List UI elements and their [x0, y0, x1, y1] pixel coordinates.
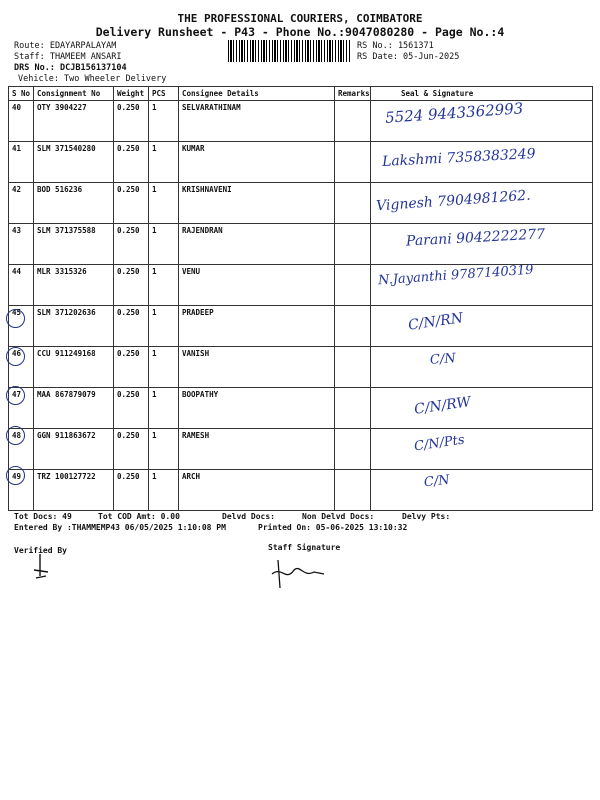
cell-weight: 0.250 — [114, 470, 149, 511]
staff-signature — [268, 556, 328, 592]
cell-pcs: 1 — [149, 429, 179, 470]
cell-consignment: SLM 371202636 — [34, 306, 114, 347]
cell-consignment: SLM 371540280 — [34, 142, 114, 183]
cell-pcs: 1 — [149, 347, 179, 388]
table-row — [9, 388, 593, 429]
verifier-signature — [30, 552, 54, 582]
cell-weight: 0.250 — [114, 388, 149, 429]
cell-sno: 41 — [9, 142, 34, 183]
column-header: Remarks — [335, 87, 371, 101]
cell-weight: 0.250 — [114, 429, 149, 470]
column-header: PCS — [149, 87, 179, 101]
handwritten-signature: C/N — [429, 351, 457, 368]
cell-sno: 47 — [9, 388, 34, 429]
cell-sno: 44 — [9, 265, 34, 306]
cell-remarks — [335, 101, 371, 142]
column-header: Consignee Details — [179, 87, 335, 101]
cell-weight: 0.250 — [114, 142, 149, 183]
cell-weight: 0.250 — [114, 183, 149, 224]
staff-signature-label: Staff Signature — [268, 543, 341, 552]
cell-consignment: TRZ 100127722 — [34, 470, 114, 511]
cell-consignment: MAA 867879079 — [34, 388, 114, 429]
cell-pcs: 1 — [149, 388, 179, 429]
handwritten-signature: C/N/Pts — [413, 432, 466, 455]
handwritten-signature: Vignesh 7904981262. — [375, 187, 532, 215]
cell-sno: 48 — [9, 429, 34, 470]
staff: Staff: THAMEEM ANSARI — [14, 52, 122, 62]
non-delivered-docs: Non Delvd Docs: — [302, 512, 375, 521]
cell-sno: 49 — [9, 470, 34, 511]
cell-signature — [371, 388, 593, 429]
verified-by-label: Verified By — [14, 546, 67, 555]
cell-consignment: MLR 3315326 — [34, 265, 114, 306]
cell-consignment: CCU 911249168 — [34, 347, 114, 388]
ink-circle-mark — [6, 347, 25, 366]
cell-remarks — [335, 429, 371, 470]
table-row — [9, 306, 593, 347]
handwritten-signature: C/N/RN — [407, 310, 465, 334]
cell-sno: 46 — [9, 347, 34, 388]
cell-pcs: 1 — [149, 224, 179, 265]
cell-consignee: ARCH — [179, 470, 335, 511]
table-row — [9, 347, 593, 388]
cell-remarks — [335, 224, 371, 265]
ink-circle-mark — [6, 426, 25, 445]
cell-consignee: VENU — [179, 265, 335, 306]
cell-consignee: RAMESH — [179, 429, 335, 470]
cell-remarks — [335, 388, 371, 429]
cell-sno: 40 — [9, 101, 34, 142]
rs-date: RS Date: 05-Jun-2025 — [357, 52, 460, 62]
table-row — [9, 470, 593, 511]
cell-weight: 0.250 — [114, 306, 149, 347]
cell-remarks — [335, 265, 371, 306]
column-header: Consignment No — [34, 87, 114, 101]
table-row — [9, 429, 593, 470]
runsheet-title: Delivery Runsheet - P43 - Phone No.:9047080280 - Page No.:4 — [95, 25, 505, 39]
cell-remarks — [335, 142, 371, 183]
cell-signature — [371, 470, 593, 511]
cell-remarks — [335, 470, 371, 511]
vehicle: Vehicle: Two Wheeler Delivery — [18, 74, 167, 84]
column-header: Seal & Signature — [371, 87, 593, 101]
handwritten-signature: Lakshmi 7358383249 — [381, 145, 536, 171]
cell-weight: 0.250 — [114, 265, 149, 306]
ink-circle-mark — [6, 309, 25, 328]
delivered-docs: Delvd Docs: — [222, 512, 275, 521]
column-header: S No — [9, 87, 34, 101]
cell-weight: 0.250 — [114, 224, 149, 265]
column-header: Weight — [114, 87, 149, 101]
cell-consignment: SLM 371375588 — [34, 224, 114, 265]
cell-consignee: RAJENDRAN — [179, 224, 335, 265]
handwritten-signature: N.Jayanthi 9787140319 — [377, 262, 535, 289]
drs-number: DRS No.: DCJB156137104 — [14, 63, 127, 73]
cell-sno: 45 — [9, 306, 34, 347]
total-docs: Tot Docs: 49 — [14, 512, 72, 521]
cell-sno: 43 — [9, 224, 34, 265]
cell-signature — [371, 429, 593, 470]
cell-signature — [371, 306, 593, 347]
handwritten-signature: Parani 9042222277 — [405, 226, 546, 250]
cell-consignee: VANISH — [179, 347, 335, 388]
cell-weight: 0.250 — [114, 101, 149, 142]
ink-circle-mark — [6, 466, 25, 485]
cell-remarks — [335, 347, 371, 388]
cell-consignment: BOD 516236 — [34, 183, 114, 224]
cell-pcs: 1 — [149, 142, 179, 183]
table-header-row — [9, 87, 593, 101]
cell-consignee: KUMAR — [179, 142, 335, 183]
ink-circle-mark — [6, 386, 25, 405]
cell-pcs: 1 — [149, 265, 179, 306]
company-name: THE PROFESSIONAL COURIERS, COIMBATORE — [177, 12, 423, 25]
cell-pcs: 1 — [149, 306, 179, 347]
total-cod-amount: Tot COD Amt: 0.00 — [98, 512, 180, 521]
cell-consignee: SELVARATHINAM — [179, 101, 335, 142]
cell-consignee: KRISHNAVENI — [179, 183, 335, 224]
handwritten-signature: C/N — [423, 472, 451, 491]
cell-pcs: 1 — [149, 470, 179, 511]
handwritten-signature: C/N/RW — [413, 394, 472, 418]
cell-consignee: PRADEEP — [179, 306, 335, 347]
cell-signature — [371, 347, 593, 388]
printed-on: Printed On: 05-06-2025 13:10:32 — [258, 523, 408, 532]
rs-number: RS No.: 1561371 — [357, 41, 434, 51]
handwritten-signature: 5524 9443362993 — [384, 99, 524, 127]
cell-pcs: 1 — [149, 101, 179, 142]
cell-consignment: OTY 3904227 — [34, 101, 114, 142]
cell-pcs: 1 — [149, 183, 179, 224]
cell-remarks — [335, 306, 371, 347]
cell-sno: 42 — [9, 183, 34, 224]
entered-by: Entered By :THAMMEMP43 06/05/2025 1:10:08 PM — [14, 523, 226, 532]
cell-consignment: GGN 911863672 — [34, 429, 114, 470]
cell-weight: 0.250 — [114, 347, 149, 388]
delivery-points: Delvy Pts: — [402, 512, 451, 521]
route: Route: EDAYARPALAYAM — [14, 41, 117, 51]
cell-remarks — [335, 183, 371, 224]
cell-consignee: BOOPATHY — [179, 388, 335, 429]
barcode — [228, 40, 350, 62]
